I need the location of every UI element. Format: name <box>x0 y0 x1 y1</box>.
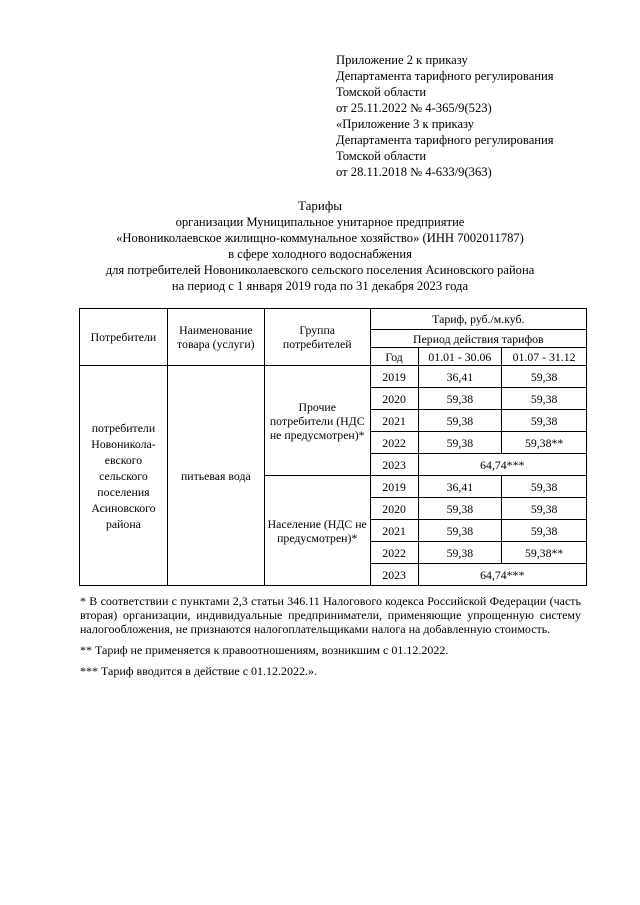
footnote-3: *** Тариф вводится в действие с 01.12.2022.». <box>80 664 318 678</box>
title-line: для потребителей Новониколаевского сельского поселения Асиновского района <box>105 263 535 277</box>
header-tariff: Тариф, руб./м.куб. <box>370 309 586 330</box>
tariff-table <box>79 308 587 586</box>
title-main: Тарифы <box>297 198 342 213</box>
tariff-h2-cell: 59,38 <box>502 520 587 542</box>
header-half2: 01.07 - 31.12 <box>502 348 587 366</box>
tariff-h1-cell: 36,41 <box>418 476 502 498</box>
tariff-h2-cell: 59,38 <box>502 366 587 388</box>
header-year: Год <box>370 348 418 366</box>
tariff-merged-cell: 64,74*** <box>418 454 586 476</box>
year-cell: 2021 <box>370 410 418 432</box>
year-cell: 2019 <box>370 366 418 388</box>
tariff-h2-cell: 59,38 <box>502 410 587 432</box>
tariff-h2-cell: 59,38 <box>502 498 587 520</box>
title-line: в сфере холодного водоснабжения <box>228 247 412 261</box>
appendix-line: от 25.11.2022 № 4-365/9(523) <box>336 101 492 115</box>
header-period: Период действия тарифов <box>370 330 586 348</box>
appendix-line: от 28.11.2018 № 4-633/9(363) <box>336 165 492 179</box>
tariff-h1-cell: 59,38 <box>418 432 502 454</box>
tariff-h1-cell: 59,38 <box>418 498 502 520</box>
tariff-h2-cell: 59,38** <box>502 432 587 454</box>
tariff-h1-cell: 36,41 <box>418 366 502 388</box>
table-row <box>80 366 587 388</box>
header-goods: Наименование товара (услуги) <box>167 309 264 366</box>
goods-cell: питьевая вода <box>167 366 264 586</box>
appendix-line: Приложение 2 к приказу <box>336 53 468 67</box>
tariff-merged-cell: 64,74*** <box>418 564 586 586</box>
footnote-2: ** Тариф не применяется к правоотношениям, возникшим с 01.12.2022. <box>80 643 449 657</box>
year-cell: 2020 <box>370 388 418 410</box>
header-consumers: Потребители <box>80 309 168 366</box>
year-cell: 2019 <box>370 476 418 498</box>
group-cell: Прочие потребители (НДС не предусмотрен)* <box>264 366 370 476</box>
year-cell: 2023 <box>370 564 418 586</box>
tariff-h1-cell: 59,38 <box>418 542 502 564</box>
consumers-cell: потребители Новоникола-евского сельского поселения Асиновского района <box>80 366 168 586</box>
tariff-h1-cell: 59,38 <box>418 410 502 432</box>
year-cell: 2023 <box>370 454 418 476</box>
document-title <box>60 198 580 294</box>
tariff-h2-cell: 59,38 <box>502 388 587 410</box>
year-cell: 2021 <box>370 520 418 542</box>
header-half1: 01.01 - 30.06 <box>418 348 502 366</box>
appendix-line: «Приложение 3 к приказу <box>336 117 475 131</box>
header-row <box>80 309 587 330</box>
footnote-1: * В соответствии с пунктами 2,3 статьи 346.11 Налогового кодекса Российской Федерации (часть вторая) организации, индивидуальные предприниматели, применяющие упрощенную систему налогообложения, не признаются налогоплательщиками налога на добавленную стоимость. <box>80 594 581 636</box>
appendix-line: Департамента тарифного регулирования <box>336 69 554 83</box>
tariff-h2-cell: 59,38 <box>502 476 587 498</box>
appendix-block <box>336 52 606 180</box>
tariff-h2-cell: 59,38** <box>502 542 587 564</box>
appendix-line: Томской области <box>336 149 427 163</box>
title-line: «Новониколаевское жилищно-коммунальное хозяйство» (ИНН 7002011787) <box>116 231 524 245</box>
year-cell: 2022 <box>370 432 418 454</box>
year-cell: 2022 <box>370 542 418 564</box>
appendix-line: Департамента тарифного регулирования <box>336 133 554 147</box>
header-group: Группа потребителей <box>264 309 370 366</box>
tariff-h1-cell: 59,38 <box>418 520 502 542</box>
appendix-line: Томской области <box>336 85 427 99</box>
year-cell: 2020 <box>370 498 418 520</box>
title-line: организации Муниципальное унитарное предприятие <box>175 215 465 229</box>
tariff-h1-cell: 59,38 <box>418 388 502 410</box>
footnotes <box>80 594 581 678</box>
group-cell: Население (НДС не предусмотрен)* <box>264 476 370 586</box>
title-line: на период с 1 января 2019 года по 31 декабря 2023 года <box>171 279 469 293</box>
